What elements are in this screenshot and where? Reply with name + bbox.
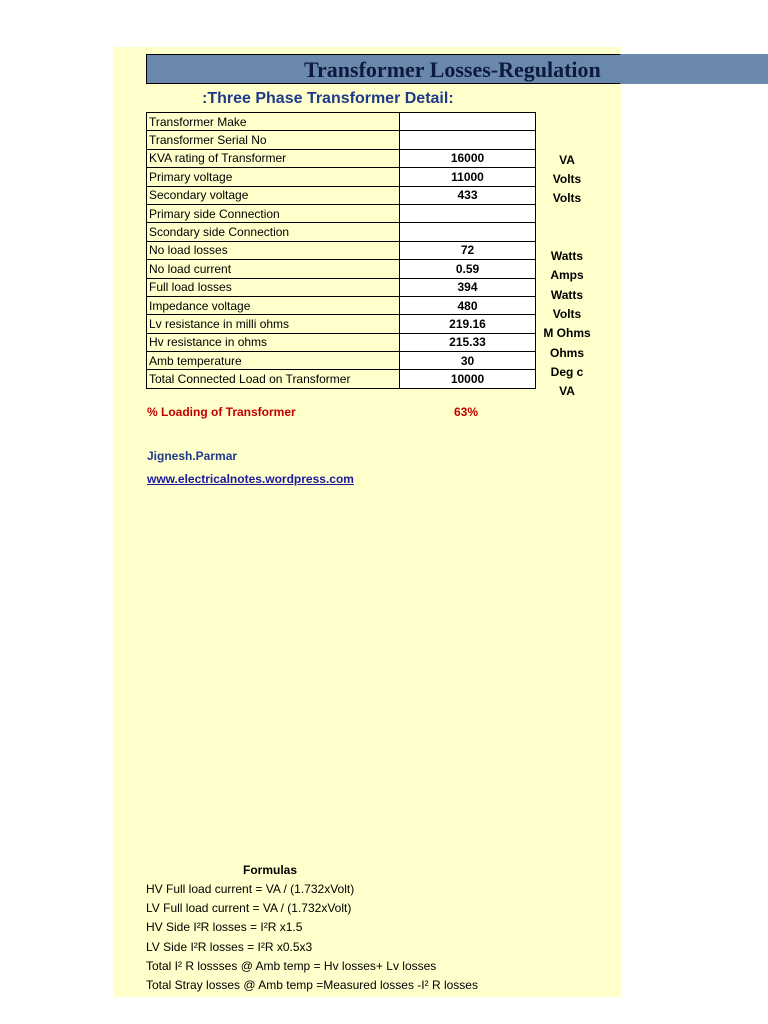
unit-label: Ohms xyxy=(549,345,584,360)
unit-label: Deg c xyxy=(550,364,584,379)
transformer-detail-table xyxy=(146,112,536,389)
table-row xyxy=(147,315,536,333)
table-row xyxy=(147,370,536,388)
value-cell[interactable]: 72 xyxy=(400,241,536,259)
value-cell[interactable]: 0.59 xyxy=(400,260,536,278)
table-row xyxy=(147,204,536,222)
unit-label: Watts xyxy=(550,249,584,264)
formula-line: Total I² R lossses @ Amb temp = Hv losses+ Lv losses xyxy=(146,959,437,973)
row-label: Scondary side Connection xyxy=(147,223,400,241)
section-subtitle: :Three Phase Transformer Detail: xyxy=(202,90,454,107)
value-cell[interactable]: 433 xyxy=(400,186,536,204)
units-column xyxy=(535,112,599,401)
row-label: KVA rating of Transformer xyxy=(147,149,400,167)
formulas-heading: Formulas xyxy=(243,863,298,877)
table-row xyxy=(147,352,536,370)
unit-label: Watts xyxy=(550,287,584,302)
unit-label: VA xyxy=(559,384,575,399)
unit-label xyxy=(535,131,599,150)
value-cell[interactable]: 480 xyxy=(400,296,536,314)
value-cell[interactable] xyxy=(400,223,536,241)
formula-line: HV Side I²R losses = I²R x1.5 xyxy=(146,920,303,934)
unit-label: VA xyxy=(559,152,575,167)
value-cell[interactable]: 215.33 xyxy=(400,333,536,351)
formula-line: LV Full load current = VA / (1.732xVolt) xyxy=(146,901,352,915)
table-row xyxy=(147,186,536,204)
title-cell[interactable] xyxy=(146,54,620,84)
row-label: Amb temperature xyxy=(147,352,400,370)
row-label: Total Connected Load on Transformer xyxy=(147,370,400,388)
row-label: Full load losses xyxy=(147,278,400,296)
table-row xyxy=(147,223,536,241)
author-name: Jignesh.Parmar xyxy=(147,449,238,463)
formula-line: Total Stray losses @ Amb temp =Measured losses -I² R losses xyxy=(146,978,478,992)
row-label: No load current xyxy=(147,260,400,278)
row-label: Transformer Make xyxy=(147,113,400,131)
table-row xyxy=(147,260,536,278)
row-label: Impedance voltage xyxy=(147,296,400,314)
table-row xyxy=(147,333,536,351)
table-row xyxy=(147,149,536,167)
unit-label: Volts xyxy=(552,191,582,206)
table-row xyxy=(147,278,536,296)
value-cell[interactable] xyxy=(400,113,536,131)
row-label: Secondary voltage xyxy=(147,186,400,204)
title-band-extension xyxy=(620,54,768,84)
loading-value: 63% xyxy=(453,405,479,419)
value-cell[interactable] xyxy=(400,204,536,222)
formula-line: LV Side I²R losses = I²R x0.5x3 xyxy=(146,940,313,954)
table-row xyxy=(147,241,536,259)
unit-label: Amps xyxy=(550,268,584,283)
formula-line: HV Full load current = VA / (1.732xVolt) xyxy=(146,882,355,896)
value-cell[interactable] xyxy=(400,131,536,149)
row-label: Transformer Serial No xyxy=(147,131,400,149)
unit-label xyxy=(535,208,599,227)
value-cell[interactable]: 10000 xyxy=(400,370,536,388)
loading-label: % Loading of Transformer xyxy=(147,405,296,419)
table-row xyxy=(147,168,536,186)
row-label: No load losses xyxy=(147,241,400,259)
value-cell[interactable]: 30 xyxy=(400,352,536,370)
row-label: Hv resistance in ohms xyxy=(147,333,400,351)
unit-label xyxy=(535,228,599,247)
row-label: Primary side Connection xyxy=(147,204,400,222)
unit-label: Volts xyxy=(552,171,582,186)
unit-label xyxy=(535,112,599,131)
table-row xyxy=(147,131,536,149)
row-label: Lv resistance in milli ohms xyxy=(147,315,400,333)
website-link[interactable]: www.electricalnotes.wordpress.com xyxy=(147,472,354,486)
value-cell[interactable]: 394 xyxy=(400,278,536,296)
unit-label: Volts xyxy=(552,306,582,321)
unit-label: M Ohms xyxy=(543,326,591,341)
sheet-title: Transformer Losses-Regulation xyxy=(304,57,601,82)
row-label: Primary voltage xyxy=(147,168,400,186)
value-cell[interactable]: 16000 xyxy=(400,149,536,167)
value-cell[interactable]: 11000 xyxy=(400,168,536,186)
table-row xyxy=(147,296,536,314)
table-row xyxy=(147,113,536,131)
value-cell[interactable]: 219.16 xyxy=(400,315,536,333)
